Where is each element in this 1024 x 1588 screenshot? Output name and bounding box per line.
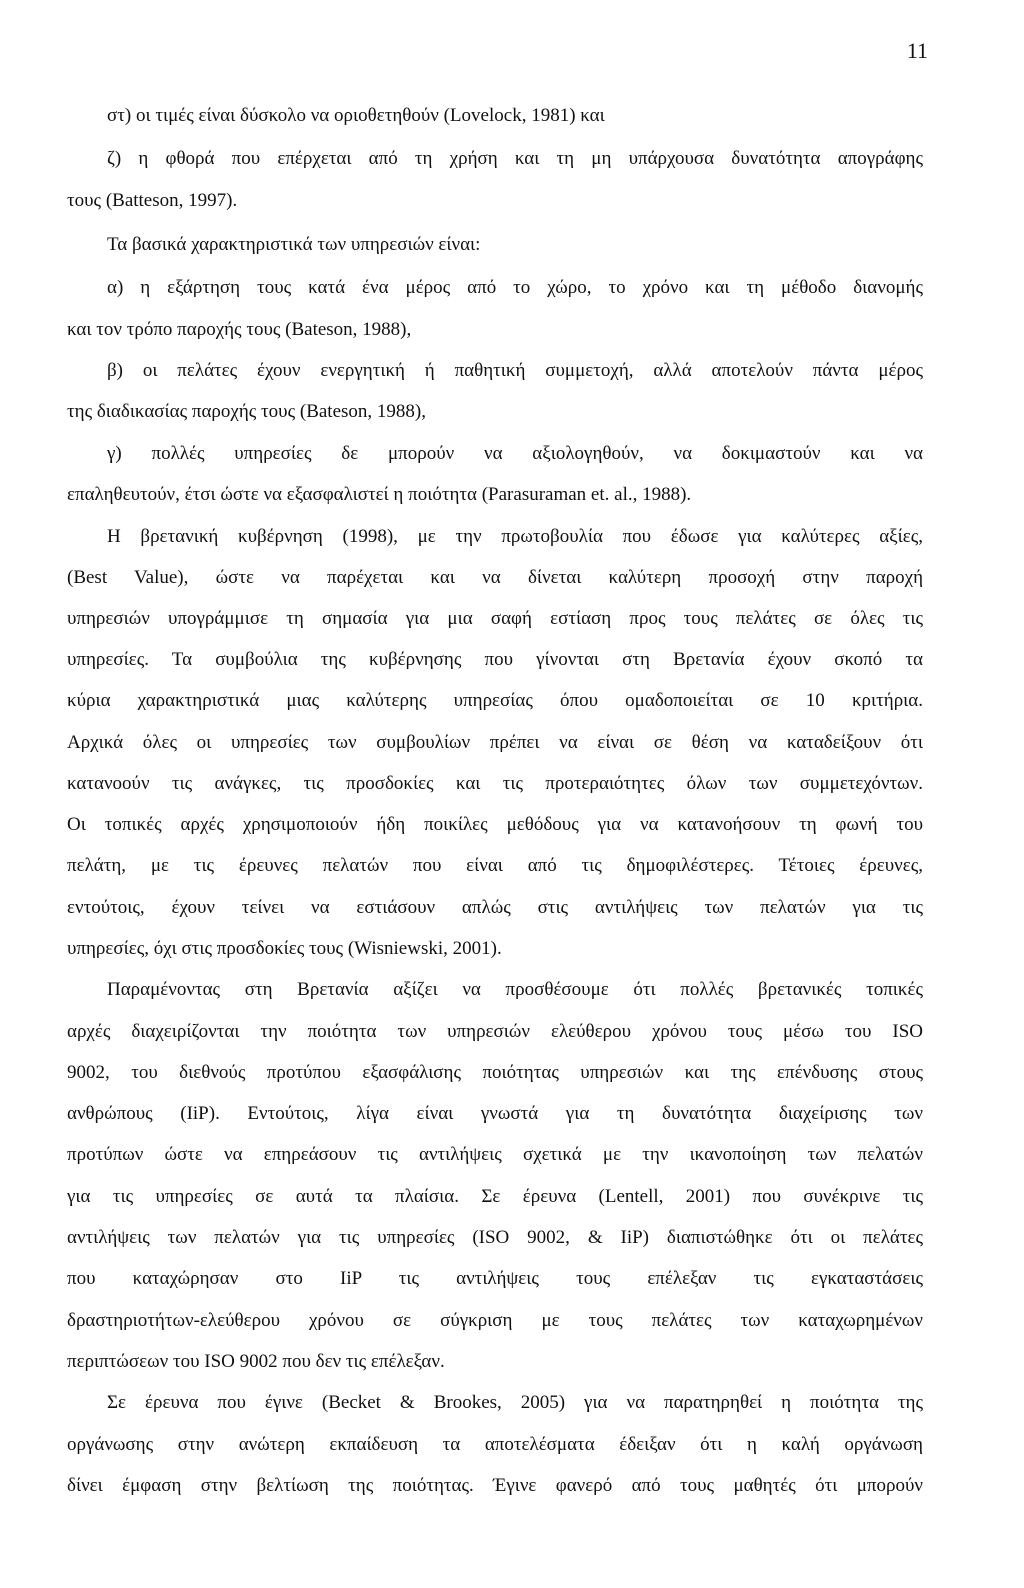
- page-number: 11: [906, 38, 928, 63]
- text-line: υπηρεσιών υπογράμμισε τη σημασία για μια σαφή εστίαση προς τους πελάτες σε όλες τις: [67, 608, 923, 629]
- text-line: Παραμένοντας στη Βρετανία αξίζει να προσθέσουμε ότι πολλές βρετανικές τοπικές: [107, 979, 923, 1000]
- text-line: τους (Batteson, 1997).: [67, 190, 238, 211]
- text-line: Τα βασικά χαρακτηριστικά των υπηρεσιών είναι:: [107, 234, 481, 255]
- text-line: προτύπων ώστε να επηρεάσουν τις αντιλήψεις σχετικά με την ικανοποίηση των πελατών: [67, 1144, 923, 1165]
- text-line: Η βρετανική κυβέρνηση (1998), με την πρωτοβουλία που έδωσε για καλύτερες αξίες,: [107, 526, 923, 547]
- text-line: δραστηριοτήτων-ελεύθερου χρόνου σε σύγκριση με τους πελάτες των καταχωρημένων: [67, 1310, 923, 1331]
- text-line: Αρχικά όλες οι υπηρεσίες των συμβουλίων πρέπει να είναι σε θέση να καταδείξουν ότι: [67, 732, 923, 753]
- text-line: αντιλήψεις των πελατών για τις υπηρεσίες (ISO 9002, & IiP) διαπιστώθηκε ότι οι πελάτες: [67, 1227, 923, 1248]
- text-line: δίνει έμφαση στην βελτίωση της ποιότητας. Έγινε φανερό από τους μαθητές ότι μπορούν: [67, 1475, 923, 1496]
- text-line: εντούτοις, έχουν τείνει να εστιάσουν απλώς στις αντιλήψεις των πελατών για τις: [67, 897, 923, 918]
- text-line: κύρια χαρακτηριστικά μιας καλύτερης υπηρεσίας όπου ομαδοποιείται σε 10 κριτήρια.: [67, 690, 923, 711]
- text-line: που καταχώρησαν στο IiP τις αντιλήψεις τους επέλεξαν τις εγκαταστάσεις: [67, 1268, 923, 1289]
- text-line: υπηρεσίες, όχι στις προσδοκίες τους (Wisniewski, 2001).: [67, 938, 502, 959]
- text-line: γ) πολλές υπηρεσίες δε μπορούν να αξιολογηθούν, να δοκιμαστούν και να: [107, 443, 923, 464]
- text-line: επαληθευτούν, έτσι ώστε να εξασφαλιστεί η ποιότητα (Parasuraman et. al., 1988).: [67, 484, 692, 505]
- text-line: Σε έρευνα που έγινε (Becket & Brookes, 2005) για να παρατηρηθεί η ποιότητα της: [107, 1392, 923, 1413]
- text-line: ζ) η φθορά που επέρχεται από τη χρήση και τη μη υπάρχουσα δυνατότητα απογράφης: [107, 148, 923, 169]
- text-line: περιπτώσεων του ISO 9002 που δεν τις επέλεξαν.: [67, 1351, 445, 1372]
- text-line: υπηρεσίες. Τα συμβούλια της κυβέρνησης που γίνονται στη Βρετανία έχουν σκοπό τα: [67, 649, 923, 670]
- text-line: α) η εξάρτηση τους κατά ένα μέρος από το χώρο, το χρόνο και τη μέθοδο διανομής: [107, 277, 923, 298]
- text-line: (Best Value), ώστε να παρέχεται και να δίνεται καλύτερη προσοχή στην παροχή: [67, 567, 923, 588]
- text-line: στ) οι τιμές είναι δύσκολο να οριοθετηθούν (Lovelock, 1981) και: [107, 105, 605, 126]
- text-line: β) οι πελάτες έχουν ενεργητική ή παθητική συμμετοχή, αλλά αποτελούν πάντα μέρος: [107, 360, 923, 381]
- text-line: της διαδικασίας παροχής τους (Bateson, 1988),: [67, 401, 426, 422]
- text-line: ανθρώπους (IiP). Εντούτοις, λίγα είναι γνωστά για τη δυνατότητα διαχείρισης των: [67, 1103, 923, 1124]
- text-line: και τον τρόπο παροχής τους (Bateson, 1988),: [67, 319, 412, 340]
- text-line: αρχές διαχειρίζονται την ποιότητα των υπηρεσιών ελεύθερου χρόνου τους μέσω του ISO: [67, 1021, 923, 1042]
- text-line: οργάνωσης στην ανώτερη εκπαίδευση τα αποτελέσματα έδειξαν ότι η καλή οργάνωση: [67, 1434, 923, 1455]
- text-line: κατανοούν τις ανάγκες, τις προσδοκίες και τις προτεραιότητες όλων των συμμετεχόντων.: [67, 773, 923, 794]
- text-line: πελάτη, με τις έρευνες πελατών που είναι από τις δημοφιλέστερες. Τέτοιες έρευνες,: [67, 855, 923, 876]
- text-line: Οι τοπικές αρχές χρησιμοποιούν ήδη ποικίλες μεθόδους για να κατανοήσουν τη φωνή του: [67, 814, 923, 835]
- text-line: για τις υπηρεσίες σε αυτά τα πλαίσια. Σε έρευνα (Lentell, 2001) που συνέκρινε τις: [67, 1186, 923, 1207]
- text-line: 9002, του διεθνούς προτύπου εξασφάλισης ποιότητας υπηρεσιών και της επένδυσης στους: [67, 1062, 923, 1083]
